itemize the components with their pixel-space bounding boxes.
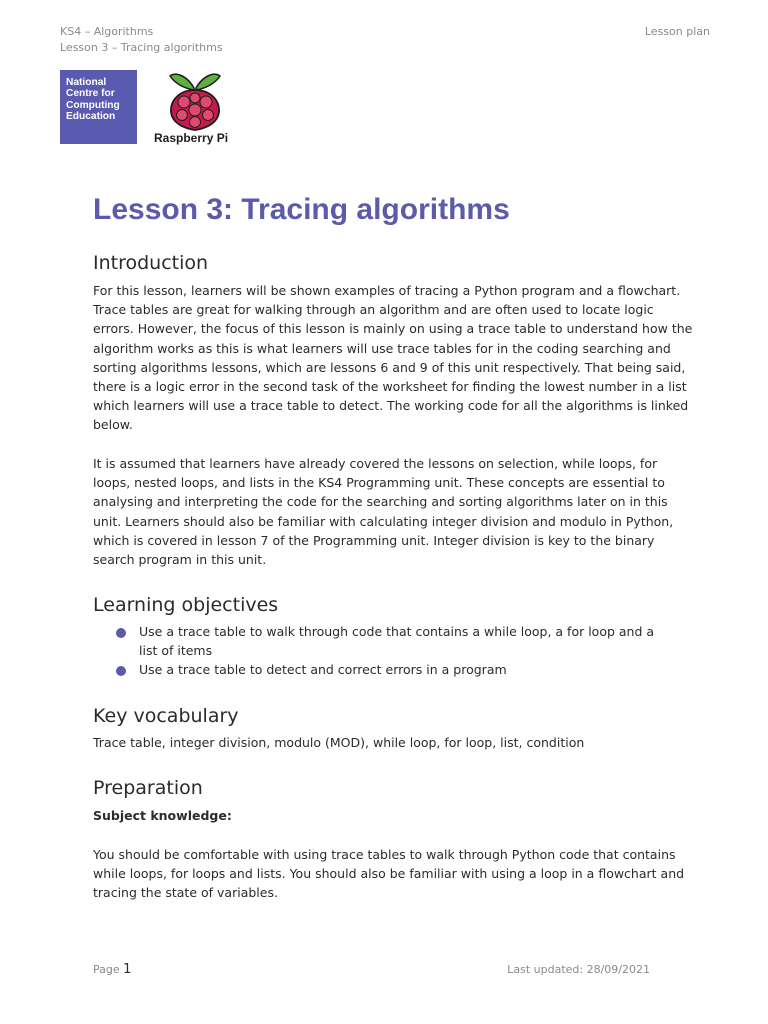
- page-number: 1: [123, 962, 132, 977]
- preparation-heading: Preparation: [93, 777, 203, 799]
- ncce-logo-line: Centre for: [66, 88, 115, 100]
- vocabulary-heading: Key vocabulary: [93, 705, 239, 727]
- bullet-icon: [116, 628, 126, 638]
- objectives-list: [116, 622, 676, 679]
- footer-page: [93, 962, 131, 977]
- page-label: Page: [93, 963, 120, 976]
- ncce-logo: [60, 70, 137, 144]
- introduction-heading: Introduction: [93, 252, 209, 274]
- objective-text: Use a trace table to detect and correct errors in a program: [139, 662, 507, 677]
- ncce-logo-line: Computing: [66, 99, 120, 111]
- list-item: [116, 622, 676, 660]
- introduction-paragraph-1: For this lesson, learners will be shown examples of tracing a Python program and a flowchart. Trace tables are great for walking through an algorithm and are often used to locate logic errors. However, the focus of this lesson is mainly on using a trace table to understand how the algorithm works as this is what learners will use trace tables for in the coding searching and sorting algorithms lessons, which are lessons 6 and 9 of this unit respectively. That being said, there is a logic error in the second task of the worksheet for finding the lowest number in a list which learners will use a trace table to detect. The working code for all the algorithms is linked below.: [93, 283, 693, 433]
- vocabulary-text: Trace table, integer division, modulo (MOD), while loop, for loop, list, condition: [93, 735, 585, 750]
- last-updated: Last updated: 28/09/2021: [507, 963, 650, 976]
- header-doc-type: Lesson plan: [644, 25, 710, 38]
- header-course: KS4 – Algorithms: [60, 25, 154, 38]
- page-title: Lesson 3: Tracing algorithms: [93, 193, 510, 226]
- introduction-paragraph-2: It is assumed that learners have already covered the lessons on selection, while loops, for loops, nested loops, and lists in the KS4 Programming unit. These concepts are essential to analysing and interpreting the code for the searching and sorting algorithms later on in this unit. Learners should also be familiar with calculating integer division and modulo in Python, which is covered in lesson 7 of the Programming unit. Integer division is key to the binary search program in this unit.: [93, 456, 674, 568]
- bullet-icon: [116, 666, 126, 676]
- objectives-heading: Learning objectives: [93, 594, 279, 616]
- preparation-subheading: Subject knowledge:: [93, 808, 232, 823]
- raspberry-pi-label: Raspberry Pi: [154, 131, 229, 145]
- header-left: [60, 24, 223, 56]
- list-item: [116, 660, 676, 679]
- preparation-text: You should be comfortable with using trace tables to walk through Python code that contains while loops, for loops and lists. You should also be familiar with using a loop in a flowchart and tracing the state of variables.: [93, 847, 685, 901]
- objective-text: Use a trace table to walk through code that contains a while loop, a for loop and a list of items: [139, 624, 655, 658]
- ncce-logo-line: National: [66, 77, 107, 88]
- ncce-logo-line: Education: [66, 111, 116, 123]
- header-lesson: Lesson 3 – Tracing algorithms: [60, 41, 223, 54]
